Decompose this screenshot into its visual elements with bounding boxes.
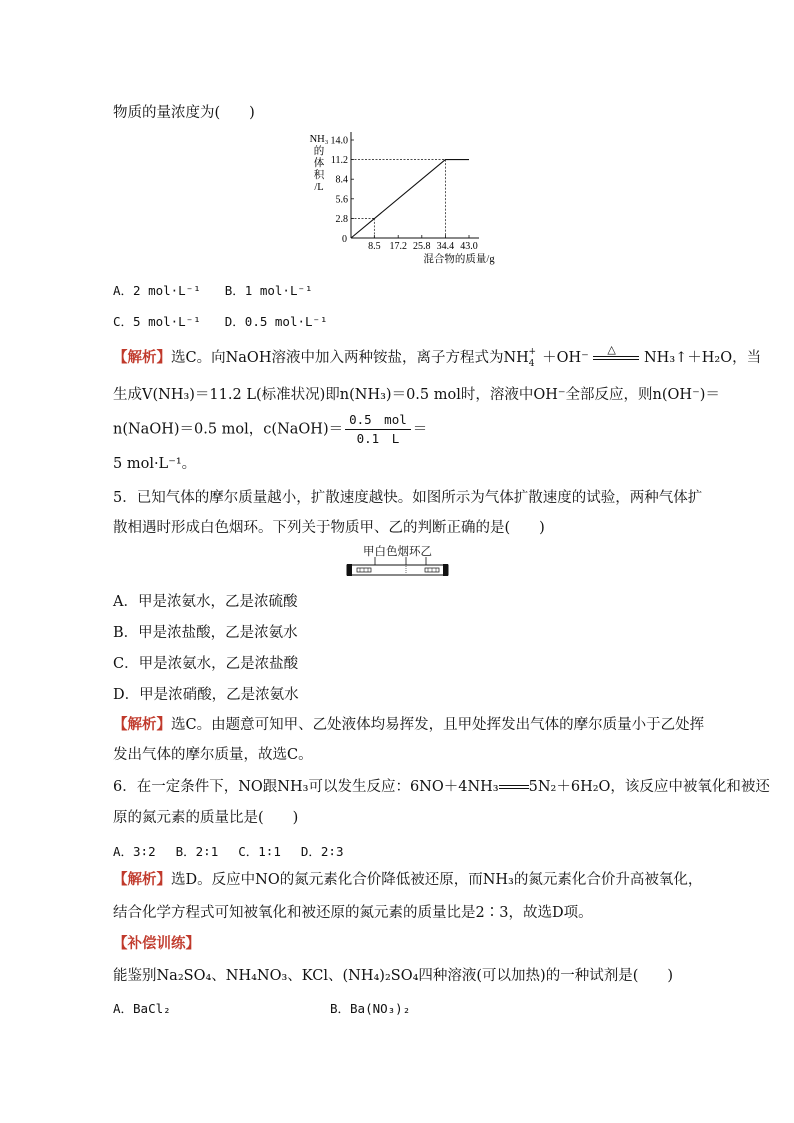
q4-explain-line1: 【解析】选C。向NaOH溶液中加入两种铵盐，离子方程式为$NH_4^+ +OH^-$ △ NH₃↑＋H₂O，当 xyxy=(113,343,762,369)
extra-option-a[interactable]: A．BaCl₂ xyxy=(113,1001,171,1016)
q5-option-c[interactable]: C．甲是浓氨水，乙是浓盐酸 xyxy=(113,656,299,672)
label-jia: 甲 xyxy=(363,544,375,558)
series-line xyxy=(351,160,469,238)
x-tick-label: 34.4 xyxy=(436,241,455,252)
q4-option-b[interactable]: B．1 mol·L⁻¹ xyxy=(224,283,313,298)
y-axis-label-part: 体 xyxy=(313,158,325,169)
explain-tag: 【解析】 xyxy=(113,871,171,888)
extra-stem: 能鉴别Na₂SO₄、NH₄NO₃、KCl、(NH₄)₂SO₄四种溶液(可以加热)的一种试剂是( ) xyxy=(113,968,674,984)
glass-tube xyxy=(345,557,450,577)
diffusion-tube-diagram xyxy=(345,543,450,583)
q4-explain-line4: 5 mol·L⁻¹。 xyxy=(113,456,197,472)
label-white-ring: 白色烟环 xyxy=(374,544,421,558)
concentration-fraction: $\frac{\text{0.5 mol}}{0.1 L}$ xyxy=(345,412,411,447)
x-tick-label: 8.5 xyxy=(368,241,381,252)
q6-stem-line2: 原的氮元素的质量比是( ) xyxy=(113,810,299,826)
label-yi: 乙 xyxy=(420,544,432,558)
q6-explain-line1: 【解析】选D。反应中NO的氮元素化合价降低被还原，而NH₃的氮元素化合价升高被氧化， xyxy=(113,871,703,888)
x-tick-label: 43.0 xyxy=(460,241,478,252)
extra-option-b[interactable]: B．Ba(NO₃)₂ xyxy=(330,1001,411,1016)
reaction-equals-sign xyxy=(499,785,529,789)
explain-tag: 【解析】 xyxy=(113,716,171,733)
y-tick-label: 5.6 xyxy=(335,194,348,206)
x-tick-label: 17.2 xyxy=(389,241,407,252)
q5-explain-line2: 发出气体的摩尔质量，故选C。 xyxy=(113,747,313,763)
q5-option-a[interactable]: A．甲是浓氨水，乙是浓硫酸 xyxy=(113,594,298,610)
q6-stem-line1: 6．在一定条件下，NO跟NH₃可以发生反应：6NO＋4NH₃ 5N₂＋6H₂O，该反应中被氧化和被还 xyxy=(113,779,770,795)
heating-equals-sign: △ xyxy=(593,354,639,362)
origin-label: 0 xyxy=(342,234,347,245)
q6-explain-line2: 结合化学方程式可知被氧化和被还原的氮元素的质量比是2∶3，故选D项。 xyxy=(113,905,593,921)
q6-options[interactable]: A．3∶2 B．2∶1 C．1∶1 D．2∶3 xyxy=(113,844,344,859)
extra-training-tag: 【补偿训练】 xyxy=(113,935,200,952)
q5-stem-line2: 散相遇时形成白色烟环。下列关于物质甲、乙的判断正确的是( ) xyxy=(113,520,545,536)
q5-explain-line1: 【解析】选C。由题意可知甲、乙处液体均易挥发，且甲处挥发出气体的摩尔质量小于乙处挥 xyxy=(113,716,705,733)
q5-stem-line1: 5．已知气体的摩尔质量越小，扩散速度越快。如图所示为气体扩散速度的试验，两种气体扩 xyxy=(113,490,703,506)
y-tick-label: 2.8 xyxy=(335,213,348,225)
q4-stem-tail: 物质的量浓度为( ) xyxy=(113,105,255,121)
y-axis-label-part: NH₃ xyxy=(309,134,329,145)
q4-explain-line3: n(NaOH)＝0.5 mol，c(NaOH)＝ $\frac{\text{0.5 mol}}{0.1 L}$ ＝ xyxy=(113,412,428,446)
q5-option-b[interactable]: B．甲是浓盐酸，乙是浓氨水 xyxy=(113,625,298,641)
x-tick-label: 25.8 xyxy=(413,241,431,252)
y-axis-label-part: 积 xyxy=(313,170,325,181)
q4-explain-line2: 生成V(NH₃)＝11.2 L(标准状况)即n(NH₃)＝0.5 mol时，溶液中OH⁻全部反应，则n(OH⁻)＝ xyxy=(113,387,720,403)
y-axis-label-part: 的 xyxy=(313,146,325,157)
y-tick-label: 8.4 xyxy=(335,174,348,186)
x-axis-label: 混合物的质量/g xyxy=(423,254,495,265)
y-tick-label: 14.0 xyxy=(330,135,348,147)
q4-option-a[interactable]: A．2 mol·L⁻¹ xyxy=(113,283,201,298)
q5-option-d[interactable]: D．甲是浓硝酸，乙是浓氨水 xyxy=(113,687,299,703)
q4-option-c[interactable]: C．5 mol·L⁻¹ xyxy=(113,314,201,329)
nh3-volume-chart xyxy=(305,130,505,266)
q4-options-row1 xyxy=(113,281,313,301)
q4-options-row2 xyxy=(113,312,328,332)
y-axis-label-part: /L xyxy=(314,182,324,193)
q4-option-d[interactable]: D．0.5 mol·L⁻¹ xyxy=(224,314,328,329)
y-tick-label: 11.2 xyxy=(330,155,348,167)
explain-tag: 【解析】 xyxy=(113,349,171,366)
